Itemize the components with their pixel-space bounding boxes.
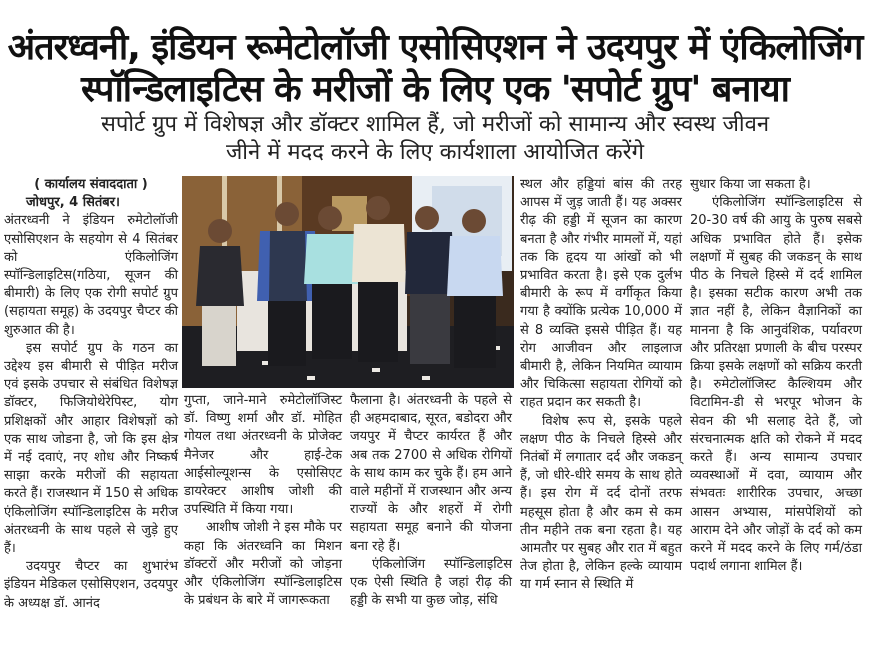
paragraph: एंकिलोजिंग स्पॉन्डिलाइटिस से 20-30 वर्ष की आयु के पुरुष सबसे अधिक प्रभावित होते हैं। इसेक लक्षणों में सुबह की जकडन् के साथ पीठ के निचले हिस्से में दर्द शामिल है। इसका सटीक कारण अभी तक ज्ञात नहीं है, लेकिन वैज्ञानिकों का मानना है कि आनुवंशिक, पर्यावरण और प्रतिरक्षा प्रणाली के बीच परस्पर क्रिया इसके लक्षणों को सक्रिय करती है। रुमेटोलॉजिस्ट कैल्शियम और विटामिन-डी से भरपूर भोजन के सेवन की भी सलाह देते हैं, जो संरचनात्मक क्षति को रोकने में मदद करते हैं। अन्य सामान्य उपचार व्यवस्थाओं में दवा, व्यायाम और संभवतः शारीरिक उपचार, अच्छा आसन अभ्यास, मांसपेशियों को आराम देने और जोड़ों के दर्द को कम करने में मदद करने के लिए गर्म/ठंडा पदार्थ लगाना शामिल हैं। [690,195,862,575]
headline-line-2: स्पॉन्डिलाइटिस के मरीजों के लिए एक 'सपोर्ट ग्रुप' बनाया [81,69,789,110]
dateline: जोधपुर, 4 सितंबर। [26,195,120,211]
paragraph: उदयपुर चैप्टर का शुभारंभ इंडियन मेडिकल एसोसिएशन, उदयपुर के अध्यक्ष डॉ. आनंद [4,559,178,611]
paragraph: विशेष रूप से, इसके पहले लक्षण पीठ के निचले हिस्से और नितंबों में लगातार दर्द और जकडन् हैं, जो धीरे-धीरे समय के साथ होते हैं। इस रोग में दर्द दोनों तरफ महसूस होता है और कम से कम तीन महीने तक बना रहता है। यह आमतौर पर सुबह और रात में बहुत तेज होता है, लेकिन हल्के व्यायाम या गर्म स्नान से स्थिति में [520,413,682,593]
paragraph: फैलाना है। अंतरध्वनी के पहले से ही अहमदाबाद, सूरत, बडोदरा और जयपुर में चैप्टर कार्यरत हैं और अब तक 2700 से अधिक रोगियों के साथ काम कर चुके हैं। हम आने वाले महीनों में राजस्थान और अन्य राज्यों के और शहरों में रोगी सहायता समूह बनाने की योजना बना रहे हैं। [350,393,512,554]
paragraph: सुधार किया जा सकता है। [690,177,811,192]
paragraph: आशीष जोशी ने इस मौके पर कहा कि अंतरध्वनि का मिशन डॉक्टरों और मरीजों को जोड़ना और एंकिलोजिंग स्पॉन्डिलाइटिस के प्रबंधन के बारे में जागरूकता [184,520,342,609]
article-column-5 [690,176,862,576]
paragraph: अंतरध्वनी ने इंडियन रुमेटोलॉजी एसोसिएशन के सहयोग से 4 सितंबर को एंकिलोजिंग स्पॉन्डिलाइटिस(गठिया, सूजन की बीमारी) के लिए एक रोगी सपोर्ट ग्रुप (सहायता समूह) के उदयपुर चैप्टर की शुरुआत की है। [4,213,178,338]
article-column-1 [4,176,178,613]
paragraph: गुप्ता, जाने-माने रुमेटोलॉजिस्ट डॉ. विष्णु शर्मा और डॉ. मोहित गोयल तथा अंतरध्वनी के प्रोजेक्ट मैनेजर और हाई-टेक आईसोल्यूशन्स के एसोसिएट डायरेक्टर आशीष जोशी की उपस्थिति में किया गया। [184,393,342,518]
article-column-2 [184,392,342,610]
byline-credit: ( कार्यालय संवाददाता ) [34,177,148,192]
paragraph: इस सपोर्ट ग्रुप के गठन का उद्देश्य इस बीमारी से पीड़ित मरीज एवं इसके उपचार से संबंधित विशेषज्ञ डॉक्टर, फिजियोथेरेपिस्ट, योग प्रशिक्षकों और आहार विशेषज्ञों को एक साथ जोडना है, जो कि इस क्षेत्र में नई दवाएं, नए शोध और निष्कर्ष साझा करके मरीजों की सहायता करते हैं। राजस्थान में 150 से अधिक एंकिलोजिंग स्पॉन्डिलाइटिस के मरीज अंतरध्वनी के साथ पहले से जुड़े हुए हैं। [4,340,179,557]
headline-line-1: अंतरध्वनी, इंडियन रूमेटोलॉजी एसोसिएशन ने उदयपुर में एंकिलोजिंग [7,27,863,68]
article-column-4 [520,176,682,595]
paragraph: स्थल और हड्डियां बांस की तरह आपस में जुड़ जाती हैं। यह अक्सर रीढ़ की हड्डी में सूजन का कारण बनता है और गंभीर मामलों में, यहां तक कि हृदय या आंखों को भी प्रभावित करता है। इसे एक दुर्लभ बीमारी के रूप में वर्गीकृत किया गया है क्योंकि प्रत्येक 10,000 में से 8 व्यक्ति इससे पीड़ित हैं। यह रोग आजीवन और लाइलाज बीमारी है, लेकिन नियमित व्यायाम और चिकित्सा सहायता रोगियों को राहत प्रदान कर सकती है। [520,177,682,411]
group-photo-image [182,176,514,388]
subheadline-line-1: सपोर्ट ग्रुप में विशेषज्ञ और डॉक्टर शामिल हैं, जो मरीजों को सामान्य और स्वस्थ जीवन [100,112,770,137]
group-photo [182,176,514,388]
paragraph: एंकिलोजिंग स्पॉन्डिलाइटिस एक ऐसी स्थिति है जहां रीढ़ की हड्डी के सभी या कुछ जोड़, संधि [350,556,512,609]
article-column-3 [350,392,512,610]
subheadline-line-2: जीने में मदद करने के लिए कार्यशाला आयोजित करेंगे [225,140,645,165]
